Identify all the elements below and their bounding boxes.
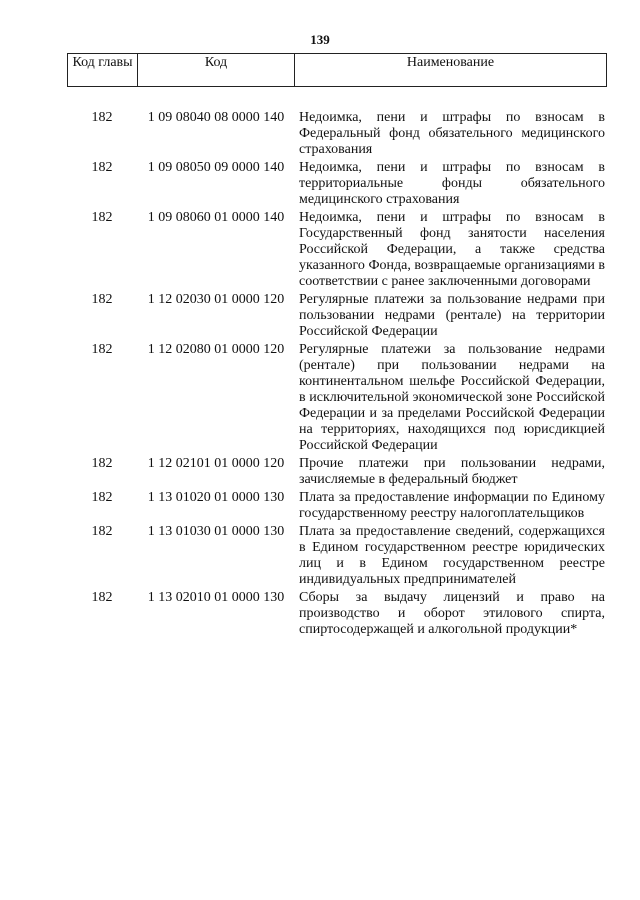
name-cell: Плата за предоставление информации по Единому государственному реестру налогоплательщиков bbox=[299, 490, 605, 521]
name-cell: Недоимка, пени и штрафы по взносам в Государственный фонд занятости населения Российской Федерации, а также средства указанного Фонда, возвращаемые организациями в соответствии с ранее заключенными договорами bbox=[299, 210, 605, 289]
table-row bbox=[67, 490, 607, 522]
budget-code-cell: 1 13 01020 01 0000 130 bbox=[147, 490, 285, 505]
table-row bbox=[67, 110, 607, 158]
budget-code-cell: 1 12 02101 01 0000 120 bbox=[147, 456, 285, 471]
chapter-code-cell: 182 bbox=[91, 292, 113, 307]
chapter-code-cell: 182 bbox=[91, 456, 113, 471]
budget-code-cell: 1 09 08050 09 0000 140 bbox=[147, 160, 285, 175]
table-row bbox=[67, 590, 607, 638]
table-row bbox=[67, 210, 607, 290]
name-cell: Регулярные платежи за пользование недрами (рентале) при пользовании недрами на континентальном шельфе Российской Федерации, в исключительной экономической зоне Российской Федерации и за пределами Российской Федерации на территориях, находящихся под юрисдикцией Российской Федерации bbox=[299, 342, 605, 453]
header-name: Наименование bbox=[406, 55, 495, 70]
name-cell: Недоимка, пени и штрафы по взносам в Федеральный фонд обязательного медицинского страхования bbox=[299, 110, 605, 157]
chapter-code-cell: 182 bbox=[91, 524, 113, 539]
header-code: Код bbox=[138, 54, 295, 86]
budget-code-cell: 1 12 02030 01 0000 120 bbox=[147, 292, 285, 307]
budget-code-cell: 1 09 08060 01 0000 140 bbox=[147, 210, 285, 225]
name-cell: Регулярные платежи за пользование недрами при пользовании недрами (рентале) на территории Российской Федерации bbox=[299, 292, 605, 339]
name-cell: Недоимка, пени и штрафы по взносам в территориальные фонды обязательного медицинского страхования bbox=[299, 160, 605, 207]
chapter-code-cell: 182 bbox=[91, 110, 113, 125]
table-body bbox=[67, 110, 607, 640]
chapter-code-cell: 182 bbox=[91, 342, 113, 357]
page-number: 139 bbox=[310, 32, 330, 47]
chapter-code-cell: 182 bbox=[91, 160, 113, 175]
chapter-code-cell: 182 bbox=[91, 490, 113, 505]
table-row bbox=[67, 524, 607, 588]
table-row bbox=[67, 292, 607, 340]
table-row bbox=[67, 342, 607, 454]
table-row bbox=[67, 456, 607, 488]
chapter-code-cell: 182 bbox=[91, 590, 113, 605]
table-header bbox=[67, 53, 607, 87]
chapter-code-cell: 182 bbox=[91, 210, 113, 225]
budget-code-cell: 1 13 01030 01 0000 130 bbox=[147, 524, 285, 539]
table-row bbox=[67, 160, 607, 208]
name-cell: Прочие платежи при пользовании недрами, зачисляемые в федеральный бюджет bbox=[299, 456, 605, 487]
budget-code-cell: 1 12 02080 01 0000 120 bbox=[147, 342, 285, 357]
name-cell: Сборы за выдачу лицензий и право на производство и оборот этилового спирта, спиртосодержащей и алкогольной продукции* bbox=[299, 590, 605, 637]
name-cell: Плата за предоставление сведений, содержащихся в Едином государственном реестре юридических лиц и в Едином государственном реестре индивидуальных предпринимателей bbox=[299, 524, 605, 587]
header-chapter-code: Код главы bbox=[68, 54, 138, 86]
budget-code-cell: 1 09 08040 08 0000 140 bbox=[147, 110, 285, 125]
budget-code-cell: 1 13 02010 01 0000 130 bbox=[147, 590, 285, 605]
